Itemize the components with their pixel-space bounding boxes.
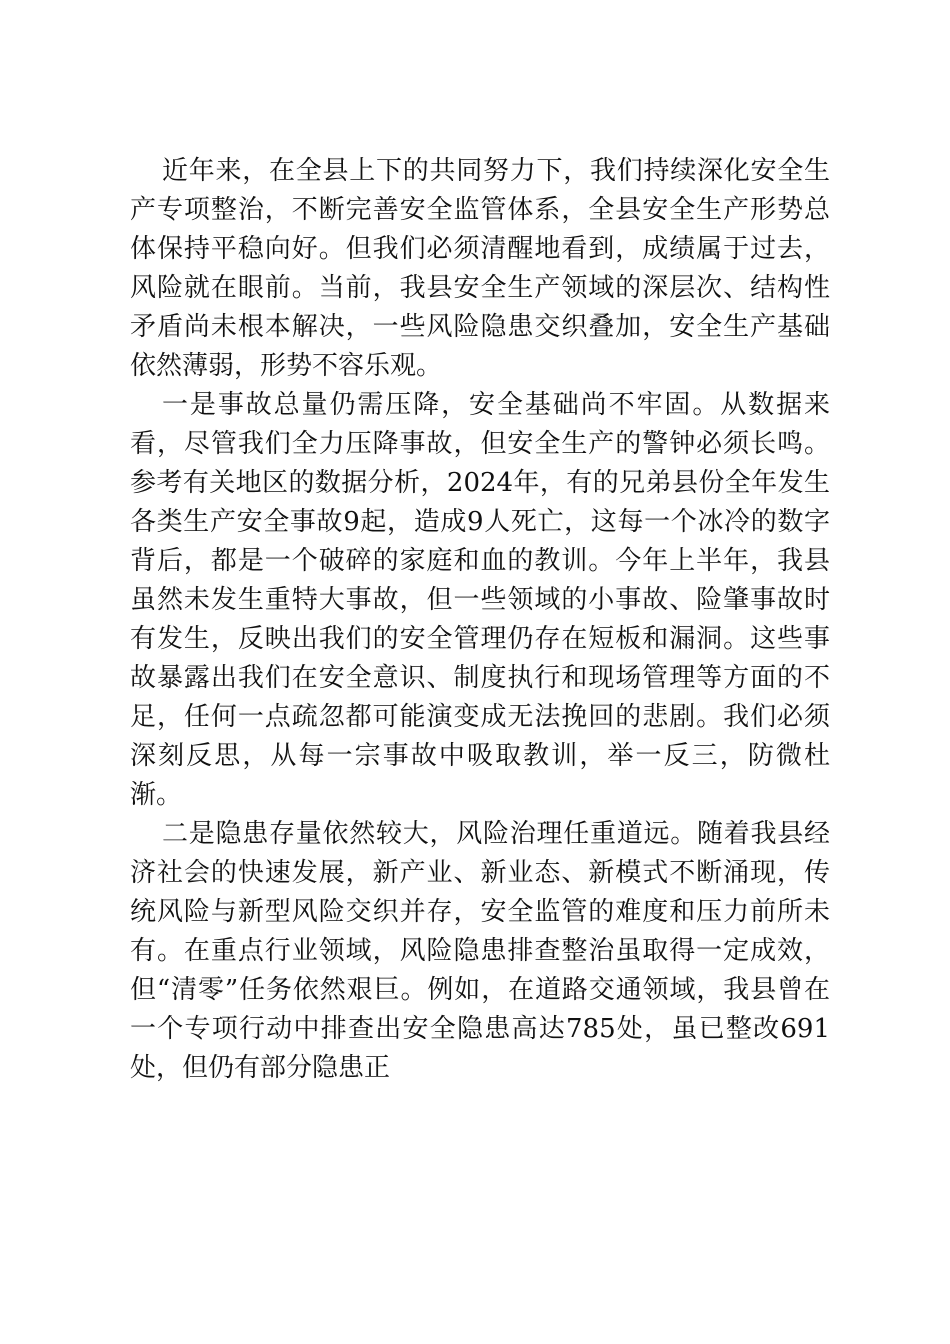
paragraph-accidents: 一是事故总量仍需压降，安全基础尚不牢固。从数据来看，尽管我们全力压降事故，但安全生产的警钟必须长鸣。参考有关地区的数据分析，2024年，有的兄弟县份全年发生各类生产安全事故9起，造成9人死亡，这每一个冰冷的数字背后，都是一个破碎的家庭和血的教训。今年上半年，我县虽然未发生重特大事故，但一些领域的小事故、险肇事故时有发生，反映出我们的安全管理仍存在短板和漏洞。这些事故暴露出我们在安全意识、制度执行和现场管理等方面的不足，任何一点疏忽都可能演变成无法挽回的悲剧。我们必须深刻反思，从每一宗事故中吸取教训，举一反三，防微杜渐。: [130, 390, 830, 810]
document-body: [130, 152, 830, 1088]
paragraph-hazards: 二是隐患存量依然较大，风险治理任重道远。随着我县经济社会的快速发展，新产业、新业态、新模式不断涌现，传统风险与新型风险交织并存，安全监管的难度和压力前所未有。在重点行业领域，风险隐患排查整治虽取得一定成效，但“清零”任务依然艰巨。例如，在道路交通领域，我县曾在一个专项行动中排查出安全隐患高达785处，虽已整改691处，但仍有部分隐患正: [130, 819, 830, 1083]
paragraph-intro: 近年来，在全县上下的共同努力下，我们持续深化安全生产专项整治，不断完善安全监管体系，全县安全生产形势总体保持平稳向好。但我们必须清醒地看到，成绩属于过去，风险就在眼前。当前，我县安全生产领域的深层次、结构性矛盾尚未根本解决，一些风险隐患交织叠加，安全生产基础依然薄弱，形势不容乐观。: [130, 156, 830, 381]
